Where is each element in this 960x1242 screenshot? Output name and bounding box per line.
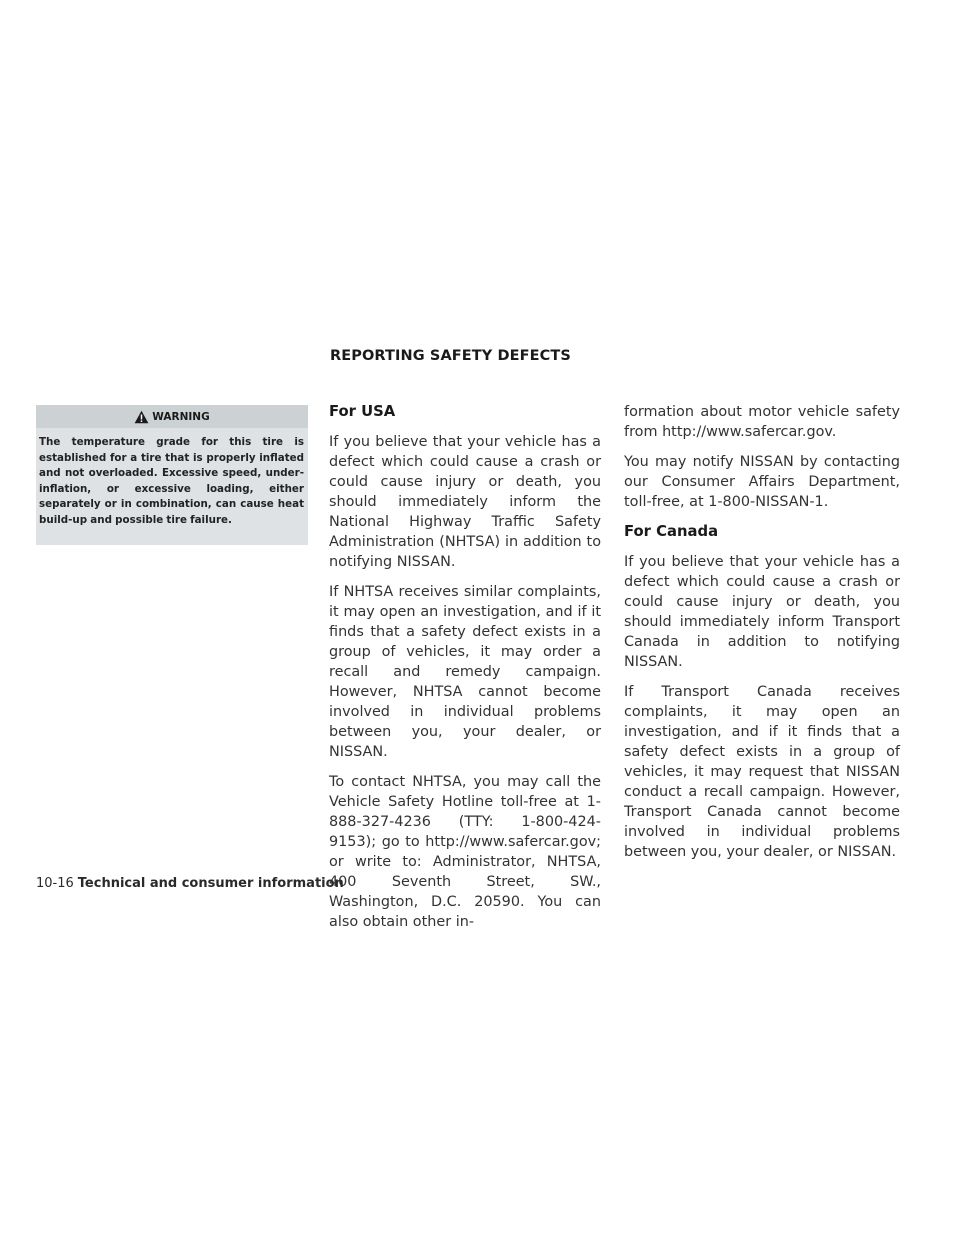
usa-paragraph-1: If you believe that your vehicle has a defect which could cause a crash or could cause injury or death, you should immediately inform the National Highway Traffic Safety Administration (NHTSA) in addition to notifying NISSAN. xyxy=(329,434,601,570)
warning-text: The temperature grade for this tire is established for a tire that is properly inflated and not overloaded. Excessive speed, under-inflation, or excessive loading, either separately or in combination, can cause heat build-up and possible tire failure. xyxy=(39,436,304,526)
warning-label: WARNING xyxy=(152,410,210,423)
column-usa xyxy=(329,402,601,942)
chapter-title: Technical and consumer information xyxy=(77,876,344,891)
heading-for-canada: For Canada xyxy=(624,523,719,540)
warning-triangle-icon xyxy=(134,410,149,424)
usa-paragraph-2: If NHTSA receives similar complaints, it may open an investigation, and if it finds that a safety defect exists in a group of vehicles, it may order a recall and remedy campaign. However, NHTSA cannot become involved in individual problems between you, your dealer, or NISSAN. xyxy=(329,584,601,760)
canada-paragraph-2: If Transport Canada receives complaints, it may open an investigation, and if it finds that a safety defect exists in a group of vehicles, it may request that NISSAN conduct a recall campaign. However, Transport Canada cannot become involved in individual problems between you, your dealer, or NISSAN. xyxy=(624,684,900,860)
warning-box xyxy=(36,405,308,545)
page-footer xyxy=(36,876,344,891)
notify-nissan-paragraph: You may notify NISSAN by contacting our Consumer Affairs Department, toll-free, at 1-800-NISSAN-1. xyxy=(624,454,900,510)
usa-paragraph-3: To contact NHTSA, you may call the Vehicle Safety Hotline toll-free at 1-888-327-4236 (TTY: 1-800-424-9153); go to http://www.safercar.gov; or write to: Administrator, NHTSA, 400 Seventh Street, SW., Washington, D.C. 20590. You can also obtain other in- xyxy=(329,774,601,930)
canada-paragraph-1: If you believe that your vehicle has a defect which could cause a crash or could cause injury or death, you should immediately inform Transport Canada in addition to notifying NISSAN. xyxy=(624,554,900,670)
section-title: REPORTING SAFETY DEFECTS xyxy=(330,348,571,364)
column-canada xyxy=(624,402,900,872)
usa-paragraph-continued: formation about motor vehicle safety from http://www.safercar.gov. xyxy=(624,404,900,440)
warning-header xyxy=(36,405,308,428)
page-number: 10-16 xyxy=(36,876,74,891)
heading-for-usa: For USA xyxy=(329,403,396,420)
